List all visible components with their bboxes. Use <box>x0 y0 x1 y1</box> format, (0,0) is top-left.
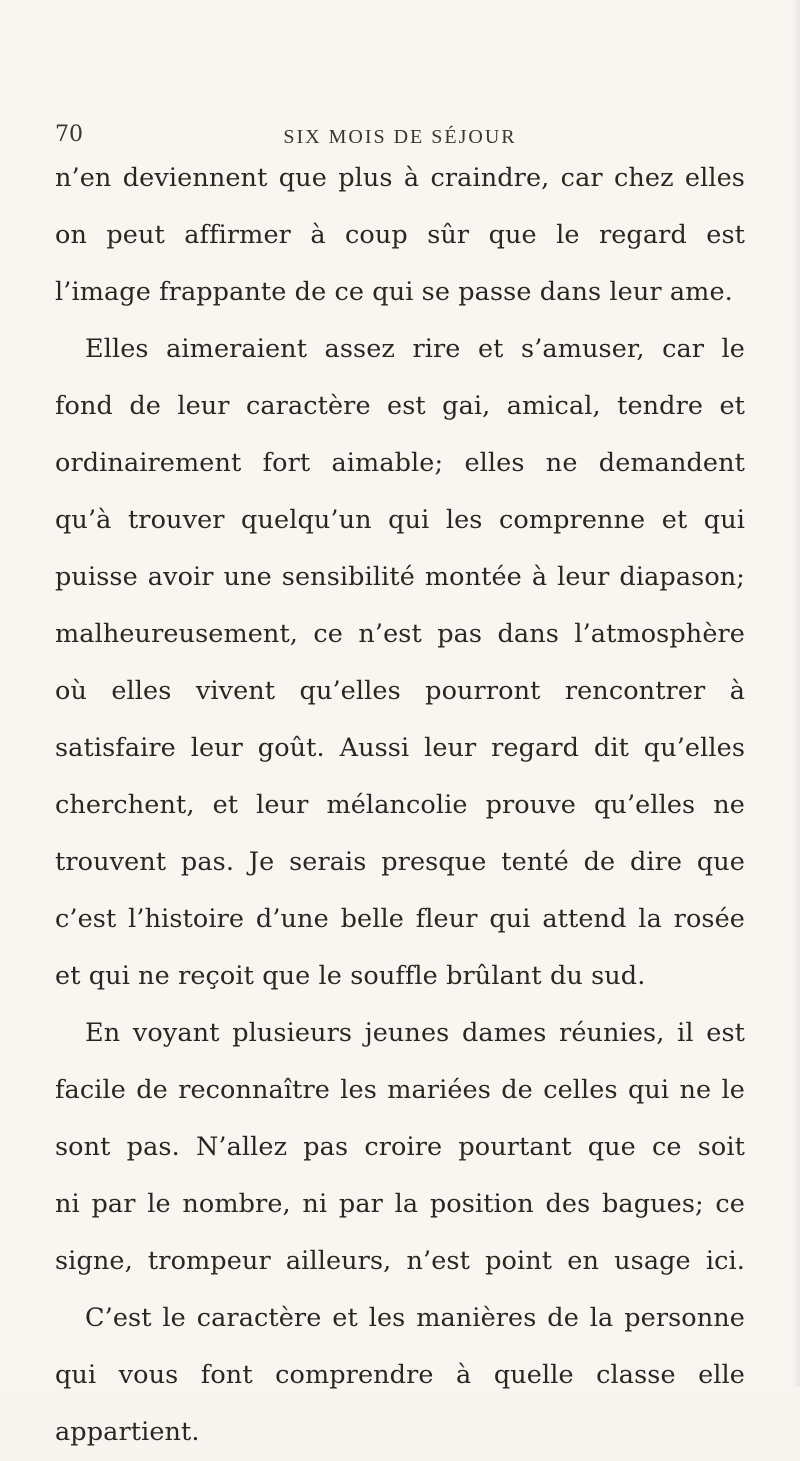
page-edge-shadow <box>792 0 800 1387</box>
text-line: satisfaire leur goût. Aussi leur regard dit qu’elles <box>55 733 745 763</box>
text-line: c’est l’histoire d’une belle fleur qui attend la rosée <box>55 904 745 934</box>
text-line: trouvent pas. Je serais presque tenté de dire que <box>55 847 745 877</box>
text-line: qui vous font comprendre à quelle classe elle <box>55 1360 745 1390</box>
text-line: C’est le caractère et les manières de la personne <box>85 1303 745 1333</box>
text-line: fond de leur caractère est gai, amical, tendre et <box>55 391 745 421</box>
text-line: appartient. <box>55 1417 200 1447</box>
text-line: qu’à trouver quelqu’un qui les comprenne et qui <box>55 505 745 535</box>
text-line: n’en deviennent que plus à craindre, car chez elles <box>55 163 745 193</box>
text-line: où elles vivent qu’elles pourront rencontrer à <box>55 676 745 706</box>
body-text <box>55 150 745 1461</box>
page-number: 70 <box>55 122 83 147</box>
text-line: Elles aimeraient assez rire et s’amuser, car le <box>85 334 745 364</box>
text-line: sont pas. N’allez pas croire pourtant que ce soit <box>55 1132 745 1162</box>
text-line: puisse avoir une sensibilité montée à leur diapason; <box>55 562 745 592</box>
text-line: malheureusement, ce n’est pas dans l’atmosphère <box>55 619 745 649</box>
text-line: signe, trompeur ailleurs, n’est point en usage ici. <box>55 1246 745 1276</box>
text-line: ni par le nombre, ni par la position des bagues; ce <box>55 1189 745 1219</box>
text-line: ordinairement fort aimable; elles ne demandent <box>55 448 745 478</box>
text-line: En voyant plusieurs jeunes dames réunies, il est <box>85 1018 745 1048</box>
text-line: et qui ne reçoit que le souffle brûlant du sud. <box>55 961 646 991</box>
text-line: facile de reconnaître les mariées de celles qui ne le <box>55 1075 745 1105</box>
text-line: on peut affirmer à coup sûr que le regard est <box>55 220 745 250</box>
running-title: SIX MOIS DE SÉJOUR <box>283 126 517 148</box>
text-line: l’image frappante de ce qui se passe dans leur ame. <box>55 277 733 307</box>
text-line: cherchent, et leur mélancolie prouve qu’elles ne <box>55 790 745 820</box>
